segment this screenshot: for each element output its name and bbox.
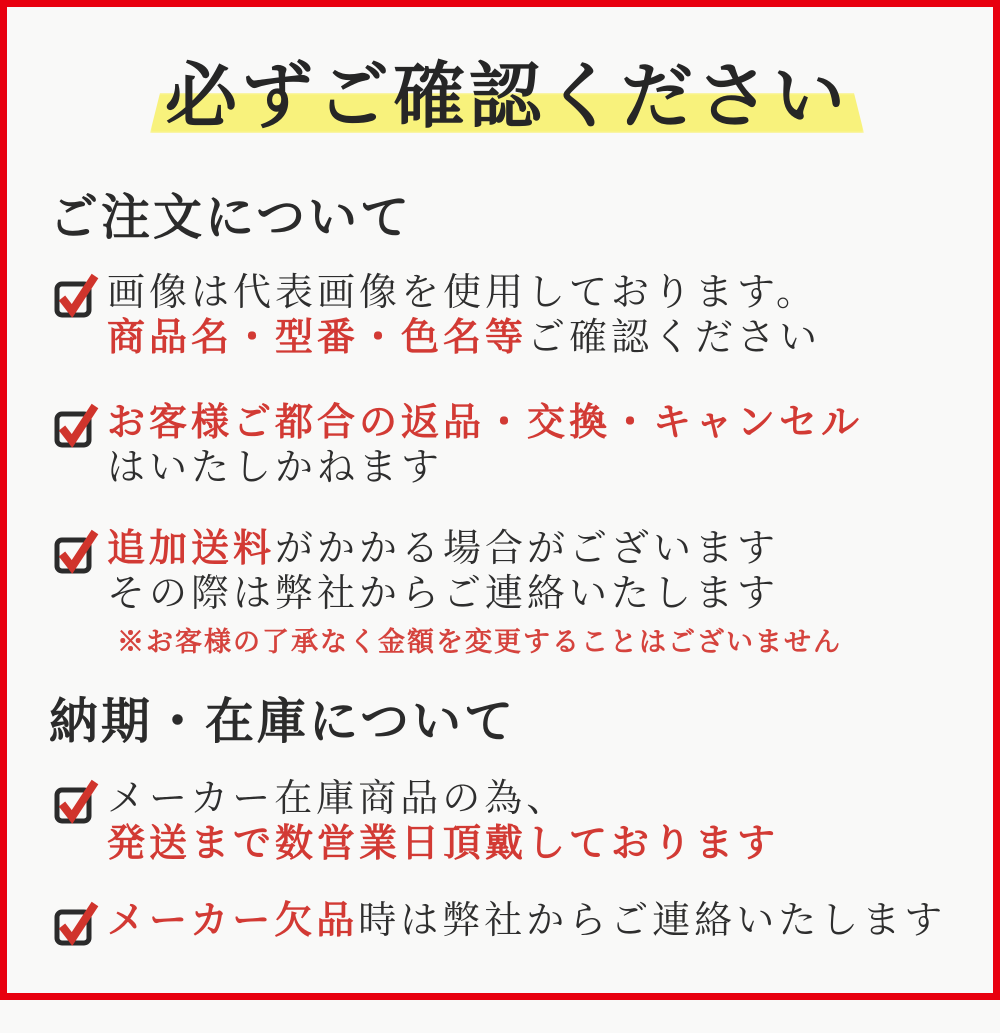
section-delivery-stock-heading: 納期・在庫について [49, 694, 517, 749]
checked-checkbox-icon [53, 899, 99, 947]
text-segment-red: 追加送料 [107, 528, 276, 570]
item-line [107, 527, 842, 572]
checked-checkbox-icon [53, 527, 99, 575]
item-line [107, 899, 946, 944]
item-line [107, 822, 779, 867]
text-segment-red: メーカー欠品 [107, 900, 359, 942]
checklist-item-maker-stock [53, 777, 965, 867]
text-segment-red: 商品名・型番・色名等 [107, 317, 528, 359]
section-orders-heading: ご注文について [49, 190, 413, 245]
page-title: 必ずご確認ください [164, 57, 849, 137]
section-delivery-stock [49, 693, 965, 947]
item-line [107, 446, 863, 491]
item-text [107, 401, 863, 491]
item-line [107, 316, 821, 361]
notice-page [7, 47, 993, 1033]
text-segment: がかかる場合がございます [275, 528, 780, 570]
text-segment: はいたしかねます [107, 447, 444, 489]
text-segment-red: 発送まで数営業日頂戴しております [107, 823, 780, 865]
text-segment: 画像は代表画像を使用しております。 [107, 272, 818, 314]
item-text [107, 527, 842, 659]
item-text [107, 899, 946, 944]
text-segment: メーカー在庫商品の為、 [107, 778, 569, 820]
item-line [107, 401, 863, 446]
item-line [107, 777, 779, 822]
checked-checkbox-icon [53, 271, 99, 319]
item-line [107, 572, 842, 617]
checklist-item-maker-out-of-stock [53, 899, 965, 947]
checklist-item-representative-image [53, 271, 965, 361]
item-text [107, 777, 779, 867]
checklist-item-extra-shipping [53, 527, 965, 659]
text-segment: ご確認ください [527, 317, 822, 359]
checklist-item-no-returns [53, 401, 965, 491]
text-segment: 時は弊社からご連絡いたします [358, 900, 947, 942]
section-orders [49, 189, 965, 659]
checked-checkbox-icon [53, 401, 99, 449]
title-block [49, 47, 965, 147]
text-segment: その際は弊社からご連絡いたします [107, 573, 780, 615]
checked-checkbox-icon [53, 777, 99, 825]
item-line [107, 271, 821, 316]
item-note: ※お客様の了承なく金額を変更することはございません [117, 627, 842, 657]
item-text [107, 271, 821, 361]
text-segment-red: お客様ご都合の返品・交換・キャンセル [107, 402, 864, 444]
